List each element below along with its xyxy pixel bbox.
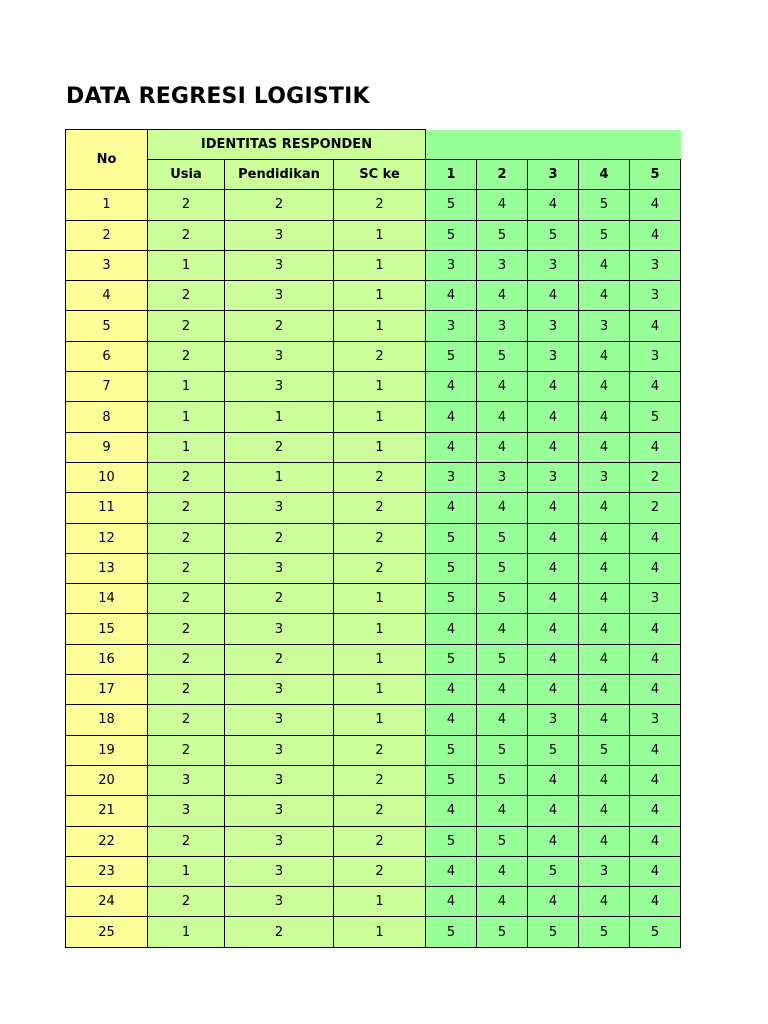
cell-usia: 2 <box>148 553 225 583</box>
cell-q3: 3 <box>528 462 579 492</box>
cell-q1: 4 <box>426 887 477 917</box>
cell-q2: 5 <box>477 220 528 250</box>
cell-q4: 5 <box>579 220 630 250</box>
table-row <box>66 887 681 917</box>
cell-q1: 4 <box>426 493 477 523</box>
table-row <box>66 765 681 795</box>
cell-q3: 4 <box>528 644 579 674</box>
cell-q3: 3 <box>528 705 579 735</box>
cell-sc-ke: 2 <box>334 735 426 765</box>
cell-q1: 5 <box>426 917 477 947</box>
cell-no: 20 <box>66 765 148 795</box>
cell-q3: 4 <box>528 553 579 583</box>
cell-usia: 2 <box>148 887 225 917</box>
cell-q5: 4 <box>630 372 681 402</box>
cell-usia: 3 <box>148 796 225 826</box>
cell-q2: 4 <box>477 190 528 220</box>
cell-q1: 5 <box>426 584 477 614</box>
cell-q4: 4 <box>579 523 630 553</box>
cell-q4: 4 <box>579 281 630 311</box>
cell-usia: 1 <box>148 372 225 402</box>
cell-q4: 4 <box>579 644 630 674</box>
cell-q2: 5 <box>477 765 528 795</box>
cell-q5: 3 <box>630 705 681 735</box>
cell-q3: 4 <box>528 281 579 311</box>
cell-q1: 3 <box>426 311 477 341</box>
cell-usia: 2 <box>148 190 225 220</box>
cell-q1: 4 <box>426 675 477 705</box>
cell-q5: 4 <box>630 614 681 644</box>
table-row <box>66 341 681 371</box>
cell-sc-ke: 2 <box>334 856 426 886</box>
cell-no: 24 <box>66 887 148 917</box>
data-table <box>65 129 681 948</box>
cell-no: 14 <box>66 584 148 614</box>
cell-sc-ke: 1 <box>334 372 426 402</box>
cell-pendidikan: 3 <box>225 735 334 765</box>
cell-q4: 4 <box>579 553 630 583</box>
cell-q5: 4 <box>630 675 681 705</box>
table-row <box>66 675 681 705</box>
cell-sc-ke: 1 <box>334 917 426 947</box>
cell-sc-ke: 2 <box>334 796 426 826</box>
table-row <box>66 493 681 523</box>
cell-pendidikan: 2 <box>225 432 334 462</box>
cell-q4: 4 <box>579 372 630 402</box>
cell-sc-ke: 1 <box>334 675 426 705</box>
cell-pendidikan: 3 <box>225 220 334 250</box>
cell-no: 4 <box>66 281 148 311</box>
cell-q4: 4 <box>579 796 630 826</box>
cell-q5: 4 <box>630 826 681 856</box>
cell-q3: 3 <box>528 341 579 371</box>
cell-q2: 4 <box>477 887 528 917</box>
cell-q1: 5 <box>426 644 477 674</box>
cell-q2: 5 <box>477 735 528 765</box>
table-row <box>66 614 681 644</box>
cell-q4: 5 <box>579 917 630 947</box>
column-header-q3: 3 <box>528 160 579 190</box>
table-row <box>66 220 681 250</box>
cell-no: 21 <box>66 796 148 826</box>
table-row <box>66 826 681 856</box>
cell-sc-ke: 2 <box>334 523 426 553</box>
cell-q5: 4 <box>630 856 681 886</box>
cell-sc-ke: 1 <box>334 644 426 674</box>
cell-q4: 5 <box>579 735 630 765</box>
column-group-header-identity: IDENTITAS RESPONDEN <box>148 130 426 160</box>
cell-q3: 4 <box>528 493 579 523</box>
cell-q1: 4 <box>426 614 477 644</box>
cell-q3: 4 <box>528 614 579 644</box>
cell-q1: 5 <box>426 765 477 795</box>
cell-q5: 2 <box>630 462 681 492</box>
cell-usia: 2 <box>148 281 225 311</box>
cell-q5: 4 <box>630 190 681 220</box>
cell-q5: 4 <box>630 735 681 765</box>
cell-q3: 3 <box>528 250 579 280</box>
cell-no: 3 <box>66 250 148 280</box>
cell-q1: 5 <box>426 553 477 583</box>
cell-pendidikan: 1 <box>225 402 334 432</box>
cell-q2: 5 <box>477 584 528 614</box>
cell-sc-ke: 2 <box>334 462 426 492</box>
cell-no: 23 <box>66 856 148 886</box>
cell-q4: 5 <box>579 190 630 220</box>
cell-q2: 5 <box>477 826 528 856</box>
cell-q5: 4 <box>630 311 681 341</box>
cell-q4: 4 <box>579 584 630 614</box>
cell-no: 19 <box>66 735 148 765</box>
cell-no: 16 <box>66 644 148 674</box>
cell-q3: 4 <box>528 402 579 432</box>
cell-q4: 3 <box>579 462 630 492</box>
cell-q4: 4 <box>579 765 630 795</box>
cell-q5: 4 <box>630 644 681 674</box>
cell-q4: 3 <box>579 311 630 341</box>
cell-no: 5 <box>66 311 148 341</box>
cell-pendidikan: 2 <box>225 917 334 947</box>
cell-usia: 1 <box>148 917 225 947</box>
table-row <box>66 856 681 886</box>
table-row <box>66 250 681 280</box>
cell-q3: 4 <box>528 796 579 826</box>
column-header-no: No <box>66 130 148 190</box>
column-header-q1: 1 <box>426 160 477 190</box>
cell-q5: 4 <box>630 796 681 826</box>
cell-no: 11 <box>66 493 148 523</box>
cell-q4: 4 <box>579 826 630 856</box>
cell-q2: 4 <box>477 372 528 402</box>
cell-q5: 3 <box>630 584 681 614</box>
cell-pendidikan: 2 <box>225 644 334 674</box>
table-row <box>66 281 681 311</box>
cell-q5: 4 <box>630 523 681 553</box>
cell-no: 12 <box>66 523 148 553</box>
cell-q4: 3 <box>579 856 630 886</box>
cell-sc-ke: 1 <box>334 281 426 311</box>
column-header-q5: 5 <box>630 160 681 190</box>
cell-sc-ke: 1 <box>334 584 426 614</box>
table-row <box>66 523 681 553</box>
cell-q3: 4 <box>528 372 579 402</box>
cell-q1: 4 <box>426 372 477 402</box>
cell-q2: 4 <box>477 796 528 826</box>
table-row <box>66 584 681 614</box>
cell-q4: 4 <box>579 402 630 432</box>
cell-pendidikan: 2 <box>225 190 334 220</box>
cell-q1: 3 <box>426 462 477 492</box>
cell-q2: 4 <box>477 614 528 644</box>
cell-q1: 4 <box>426 402 477 432</box>
cell-q3: 4 <box>528 826 579 856</box>
cell-q1: 5 <box>426 735 477 765</box>
cell-q1: 3 <box>426 250 477 280</box>
cell-q4: 4 <box>579 250 630 280</box>
cell-no: 7 <box>66 372 148 402</box>
column-header-usia: Usia <box>148 160 225 190</box>
cell-no: 22 <box>66 826 148 856</box>
cell-q2: 4 <box>477 402 528 432</box>
cell-sc-ke: 2 <box>334 765 426 795</box>
cell-usia: 2 <box>148 493 225 523</box>
table-row <box>66 311 681 341</box>
cell-q4: 4 <box>579 887 630 917</box>
table-body <box>66 190 681 947</box>
cell-no: 6 <box>66 341 148 371</box>
cell-q2: 3 <box>477 311 528 341</box>
cell-no: 17 <box>66 675 148 705</box>
cell-sc-ke: 2 <box>334 341 426 371</box>
cell-usia: 2 <box>148 735 225 765</box>
table-row <box>66 402 681 432</box>
cell-q3: 5 <box>528 220 579 250</box>
cell-no: 8 <box>66 402 148 432</box>
cell-pendidikan: 3 <box>225 341 334 371</box>
table-row <box>66 462 681 492</box>
cell-q3: 5 <box>528 856 579 886</box>
cell-pendidikan: 3 <box>225 614 334 644</box>
cell-q5: 2 <box>630 493 681 523</box>
cell-q1: 5 <box>426 220 477 250</box>
cell-pendidikan: 3 <box>225 553 334 583</box>
cell-q5: 3 <box>630 250 681 280</box>
cell-sc-ke: 2 <box>334 493 426 523</box>
table-row <box>66 917 681 947</box>
cell-q4: 4 <box>579 705 630 735</box>
cell-q4: 4 <box>579 432 630 462</box>
cell-no: 25 <box>66 917 148 947</box>
column-group-header-questions <box>426 130 681 160</box>
cell-q5: 4 <box>630 887 681 917</box>
cell-q2: 4 <box>477 432 528 462</box>
cell-sc-ke: 2 <box>334 553 426 583</box>
cell-q5: 4 <box>630 432 681 462</box>
cell-q3: 3 <box>528 311 579 341</box>
cell-no: 1 <box>66 190 148 220</box>
cell-q3: 4 <box>528 584 579 614</box>
cell-sc-ke: 1 <box>334 705 426 735</box>
cell-pendidikan: 2 <box>225 311 334 341</box>
cell-pendidikan: 3 <box>225 705 334 735</box>
cell-q2: 5 <box>477 553 528 583</box>
cell-q5: 4 <box>630 765 681 795</box>
cell-usia: 2 <box>148 220 225 250</box>
cell-q2: 3 <box>477 462 528 492</box>
cell-q5: 3 <box>630 341 681 371</box>
table-row <box>66 644 681 674</box>
cell-no: 9 <box>66 432 148 462</box>
cell-q1: 5 <box>426 523 477 553</box>
page-title: DATA REGRESI LOGISTIK <box>66 84 370 109</box>
cell-pendidikan: 3 <box>225 493 334 523</box>
column-header-sc-ke: SC ke <box>334 160 426 190</box>
column-header-q2: 2 <box>477 160 528 190</box>
cell-q3: 4 <box>528 887 579 917</box>
cell-no: 15 <box>66 614 148 644</box>
cell-usia: 2 <box>148 311 225 341</box>
cell-usia: 1 <box>148 432 225 462</box>
cell-q1: 4 <box>426 856 477 886</box>
cell-q2: 5 <box>477 917 528 947</box>
header-row-group <box>66 130 681 160</box>
cell-usia: 2 <box>148 462 225 492</box>
cell-q4: 4 <box>579 493 630 523</box>
cell-usia: 2 <box>148 826 225 856</box>
cell-q2: 5 <box>477 644 528 674</box>
cell-sc-ke: 1 <box>334 614 426 644</box>
cell-sc-ke: 1 <box>334 311 426 341</box>
cell-pendidikan: 3 <box>225 826 334 856</box>
cell-pendidikan: 2 <box>225 523 334 553</box>
table-row <box>66 372 681 402</box>
table-row <box>66 735 681 765</box>
cell-q2: 4 <box>477 705 528 735</box>
table-row <box>66 705 681 735</box>
header-row-columns <box>66 160 681 190</box>
cell-q4: 4 <box>579 341 630 371</box>
table-row <box>66 432 681 462</box>
cell-no: 2 <box>66 220 148 250</box>
cell-usia: 2 <box>148 675 225 705</box>
cell-usia: 2 <box>148 644 225 674</box>
cell-q2: 4 <box>477 493 528 523</box>
cell-q3: 5 <box>528 917 579 947</box>
cell-q5: 5 <box>630 402 681 432</box>
cell-q3: 4 <box>528 432 579 462</box>
cell-no: 13 <box>66 553 148 583</box>
cell-pendidikan: 3 <box>225 250 334 280</box>
cell-q1: 4 <box>426 705 477 735</box>
cell-pendidikan: 3 <box>225 796 334 826</box>
cell-q5: 4 <box>630 553 681 583</box>
cell-q2: 4 <box>477 281 528 311</box>
cell-q5: 3 <box>630 281 681 311</box>
cell-q3: 4 <box>528 675 579 705</box>
cell-q2: 5 <box>477 341 528 371</box>
cell-usia: 1 <box>148 250 225 280</box>
cell-q1: 5 <box>426 826 477 856</box>
cell-q1: 5 <box>426 190 477 220</box>
column-header-q4: 4 <box>579 160 630 190</box>
cell-q5: 5 <box>630 917 681 947</box>
cell-q3: 5 <box>528 735 579 765</box>
cell-q1: 5 <box>426 341 477 371</box>
cell-usia: 2 <box>148 584 225 614</box>
cell-usia: 2 <box>148 341 225 371</box>
cell-q1: 4 <box>426 281 477 311</box>
cell-q4: 4 <box>579 614 630 644</box>
cell-q4: 4 <box>579 675 630 705</box>
cell-sc-ke: 1 <box>334 887 426 917</box>
cell-q1: 4 <box>426 796 477 826</box>
cell-sc-ke: 2 <box>334 190 426 220</box>
cell-q2: 4 <box>477 675 528 705</box>
cell-q1: 4 <box>426 432 477 462</box>
cell-pendidikan: 3 <box>225 281 334 311</box>
cell-usia: 1 <box>148 402 225 432</box>
cell-usia: 2 <box>148 523 225 553</box>
cell-usia: 3 <box>148 765 225 795</box>
cell-q2: 4 <box>477 856 528 886</box>
table-row <box>66 190 681 220</box>
cell-pendidikan: 3 <box>225 675 334 705</box>
table-row <box>66 796 681 826</box>
cell-q5: 4 <box>630 220 681 250</box>
cell-usia: 2 <box>148 705 225 735</box>
cell-sc-ke: 1 <box>334 432 426 462</box>
cell-q3: 4 <box>528 523 579 553</box>
cell-pendidikan: 1 <box>225 462 334 492</box>
cell-pendidikan: 3 <box>225 887 334 917</box>
cell-pendidikan: 3 <box>225 856 334 886</box>
cell-sc-ke: 1 <box>334 220 426 250</box>
column-header-pendidikan: Pendidikan <box>225 160 334 190</box>
cell-usia: 1 <box>148 856 225 886</box>
cell-q3: 4 <box>528 190 579 220</box>
cell-q2: 3 <box>477 250 528 280</box>
cell-q2: 5 <box>477 523 528 553</box>
cell-no: 10 <box>66 462 148 492</box>
cell-sc-ke: 1 <box>334 250 426 280</box>
cell-no: 18 <box>66 705 148 735</box>
cell-pendidikan: 3 <box>225 765 334 795</box>
cell-sc-ke: 2 <box>334 826 426 856</box>
cell-q3: 4 <box>528 765 579 795</box>
cell-pendidikan: 2 <box>225 584 334 614</box>
cell-sc-ke: 1 <box>334 402 426 432</box>
cell-pendidikan: 3 <box>225 372 334 402</box>
table-row <box>66 553 681 583</box>
cell-usia: 2 <box>148 614 225 644</box>
